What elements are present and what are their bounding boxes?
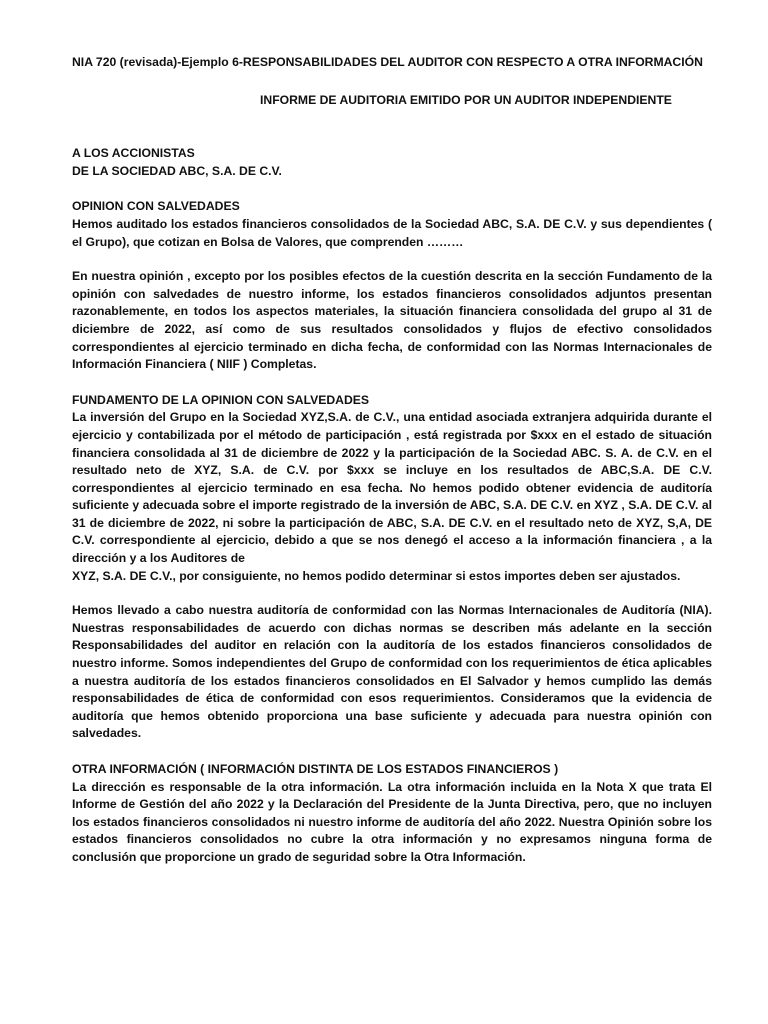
paragraph-basis-conclusion: XYZ, S.A. DE C.V., por consiguiente, no hemos podido determinar si estos importes deben ser ajustados. — [72, 568, 681, 583]
paragraph-opinion-scope: Hemos auditado los estados financieros consolidados de la Sociedad ABC, S.A. DE C.V. y sus dependientes ( el Grupo), que cotizan en Bolsa de Valores, que comprenden ……… — [72, 216, 712, 249]
paragraph-other-information: La dirección es responsable de la otra información. La otra información incluida en la Nota X que trata El Informe de Gestión del año 2022 y la Declaración del Presidente de la Junta Directiva, pero, que no incluyen los estados financieros consolidados ni nuestro informe de auditoría del año 2022. Nuestra Opinión sobre los estados financieros consolidados no cubre la otra información y no expresamos ninguna forma de conclusión que proporcione un grado de seguridad sobre la Otra Información. — [72, 779, 712, 864]
section-heading-opinion: OPINION CON SALVEDADES — [72, 199, 240, 214]
addressee-block — [72, 145, 712, 180]
document-page — [72, 54, 712, 867]
addressee-line-2: DE LA SOCIEDAD ABC, S.A. DE C.V. — [72, 163, 282, 178]
report-subtitle: INFORME DE AUDITORIA EMITIDO POR UN AUDITOR INDEPENDIENTE — [260, 92, 672, 107]
paragraph-basis-investment: La inversión del Grupo en la Sociedad XYZ,S.A. de C.V., una entidad asociada extranjera adquirida durante el ejercicio y contabilizada por el método de participación , está registrada por $xxx en el estado de situación financiera consolidada al 31 de diciembre de 2022 y la participación de la Sociedad ABC. S. A. de C.V. en el resultado neto de XYZ, S.A. de C.V. por $xxx se incluye en los resultados de ABC,S.A. DE C.V. correspondientes al ejercicio terminado en esa fecha. No hemos podido obtener evidencia de auditoría suficiente y adecuada sobre el importe registrado de la inversión de ABC, S.A. DE C.V. en XYZ , S.A. DE C.V. al 31 de diciembre de 2022, ni sobre la participación de ABC, S.A. DE C.V. en el resultado neto de XYZ, S,A, DE C.V. correspondiente al ejercicio, debido a que se nos denegó el acceso a la información financiera , a la dirección y a los Auditores de — [72, 410, 712, 566]
addressee-line-1: A LOS ACCIONISTAS — [72, 146, 195, 161]
section-heading-basis: FUNDAMENTO DE LA OPINION CON SALVEDADES — [72, 392, 370, 407]
document-title: NIA 720 (revisada)-Ejemplo 6-RESPONSABILIDADES DEL AUDITOR CON RESPECTO A OTRA INFORMACIÓN — [72, 55, 703, 69]
section-heading-other-information: OTRA INFORMACIÓN ( INFORMACIÓN DISTINTA DE LOS ESTADOS FINANCIEROS ) — [72, 762, 559, 776]
paragraph-basis-standards: Hemos llevado a cabo nuestra auditoría de conformidad con las Normas Internacionales de Auditoría (NIA). Nuestras responsabilidades de acuerdo con dichas normas se describen más adelante en la sección Responsabilidades del auditor en relación con la auditoría de los estados financieros consolidados de nuestro informe. Somos independientes del Grupo de conformidad con los requerimientos de ética aplicables a nuestra auditoría de los estados financieros consolidados en El Salvador y hemos cumplido las demás responsabilidades de ética de conformidad con esos requerimientos. Consideramos que la evidencia de auditoría que hemos obtenido proporciona una base suficiente y adecuada para nuestra opinión con salvedades. — [72, 603, 712, 741]
paragraph-opinion-statement: En nuestra opinión , excepto por los posibles efectos de la cuestión descrita en la sección Fundamento de la opinión con salvedades de nuestro informe, los estados financieros consolidados adjuntos presentan razonablemente, en todos los aspectos materiales, la situación financiera consolidada del grupo al 31 de diciembre de 2022, así como de sus resultados consolidados y flujos de efectivo consolidados correspondientes al ejercicio terminado en dicha fecha, de conformidad con las Normas Internacionales de Información Financiera ( NIIF ) Completas. — [72, 269, 712, 372]
